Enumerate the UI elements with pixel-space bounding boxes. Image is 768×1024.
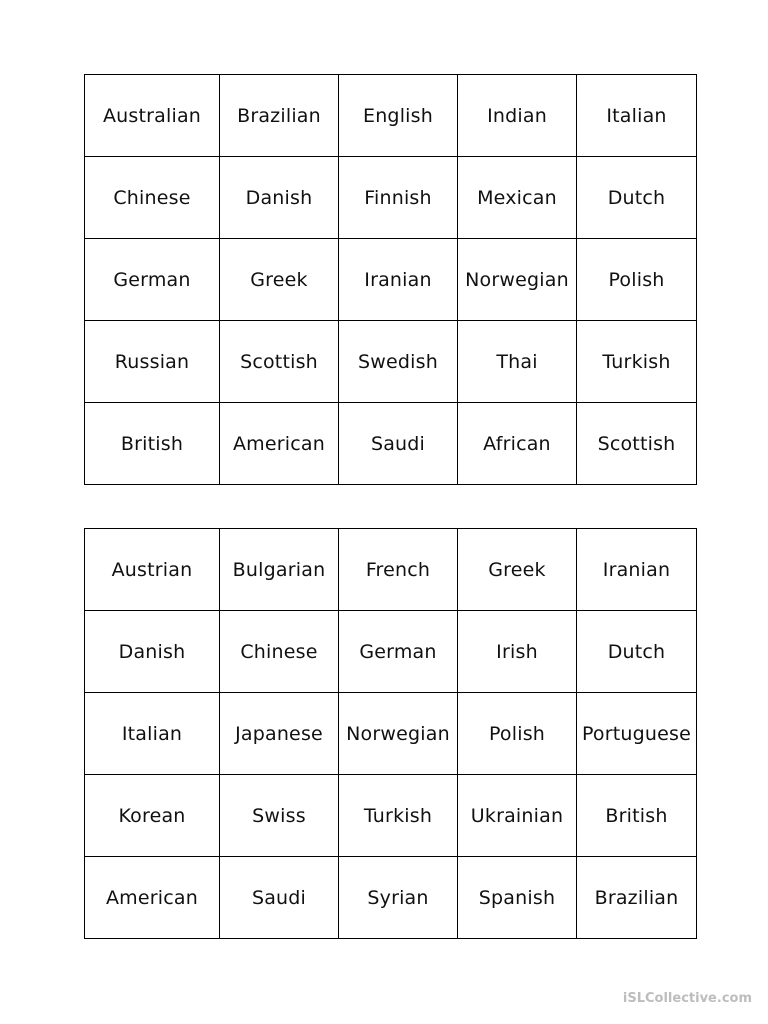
bingo-row — [85, 321, 697, 403]
watermark-text: iSLCollective.com — [622, 991, 752, 1006]
bingo-row — [85, 857, 697, 939]
bingo-cell: Irish — [458, 611, 577, 693]
bingo-row — [85, 75, 697, 157]
bingo-row — [85, 611, 697, 693]
bingo-cell: Chinese — [85, 157, 220, 239]
bingo-cell: Saudi — [220, 857, 339, 939]
bingo-cell: Dutch — [577, 157, 697, 239]
bingo-cell: Finnish — [339, 157, 458, 239]
bingo-cell: Portuguese — [577, 693, 697, 775]
bingo-cell: Brazilian — [220, 75, 339, 157]
bingo-cell: German — [85, 239, 220, 321]
bingo-row — [85, 529, 697, 611]
bingo-cell: African — [458, 403, 577, 485]
bingo-cell: Swedish — [339, 321, 458, 403]
bingo-cell: Polish — [458, 693, 577, 775]
bingo-card-1 — [84, 74, 697, 485]
bingo-cell: Korean — [85, 775, 220, 857]
bingo-row — [85, 403, 697, 485]
bingo-cell: German — [339, 611, 458, 693]
bingo-cell: Swiss — [220, 775, 339, 857]
bingo-cell: Greek — [220, 239, 339, 321]
bingo-card-1-body — [85, 75, 697, 485]
bingo-card-2-body — [85, 529, 697, 939]
bingo-cell: Austrian — [85, 529, 220, 611]
bingo-cell: Brazilian — [577, 857, 697, 939]
bingo-cell: Norwegian — [339, 693, 458, 775]
bingo-cell: Turkish — [339, 775, 458, 857]
bingo-cell: Italian — [85, 693, 220, 775]
bingo-cell: Dutch — [577, 611, 697, 693]
bingo-cell: British — [85, 403, 220, 485]
bingo-cell: Mexican — [458, 157, 577, 239]
bingo-cell: Japanese — [220, 693, 339, 775]
bingo-cell: Iranian — [339, 239, 458, 321]
bingo-row — [85, 693, 697, 775]
bingo-cell: American — [220, 403, 339, 485]
bingo-cell: Polish — [577, 239, 697, 321]
bingo-row — [85, 775, 697, 857]
bingo-card-2 — [84, 528, 697, 939]
bingo-cell: Syrian — [339, 857, 458, 939]
bingo-cell: Bulgarian — [220, 529, 339, 611]
bingo-cell: Russian — [85, 321, 220, 403]
bingo-cell: French — [339, 529, 458, 611]
bingo-cell: Saudi — [339, 403, 458, 485]
bingo-cell: Turkish — [577, 321, 697, 403]
bingo-row — [85, 239, 697, 321]
bingo-cell: Indian — [458, 75, 577, 157]
bingo-cell: Scottish — [577, 403, 697, 485]
bingo-cell: American — [85, 857, 220, 939]
bingo-cell: Danish — [85, 611, 220, 693]
bingo-cell: Chinese — [220, 611, 339, 693]
bingo-cell: English — [339, 75, 458, 157]
bingo-cell: Spanish — [458, 857, 577, 939]
bingo-cell: Ukrainian — [458, 775, 577, 857]
bingo-cell: Danish — [220, 157, 339, 239]
bingo-cell: Italian — [577, 75, 697, 157]
bingo-cell: British — [577, 775, 697, 857]
bingo-row — [85, 157, 697, 239]
bingo-cell: Iranian — [577, 529, 697, 611]
bingo-cell: Greek — [458, 529, 577, 611]
bingo-cell: Norwegian — [458, 239, 577, 321]
bingo-cell: Scottish — [220, 321, 339, 403]
bingo-cell: Australian — [85, 75, 220, 157]
bingo-cell: Thai — [458, 321, 577, 403]
